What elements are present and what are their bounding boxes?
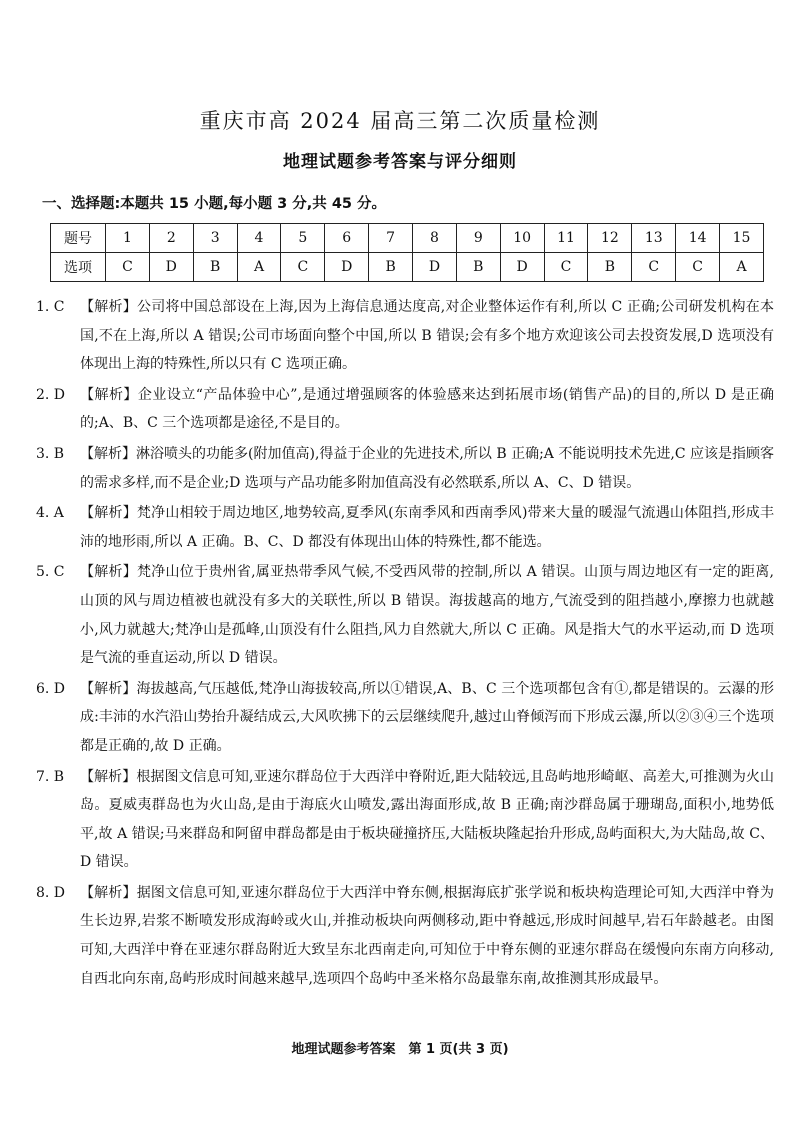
explanation-list (36, 293, 774, 995)
question-number-row (51, 224, 764, 253)
question-number: 11 (544, 224, 588, 253)
page-title: 重庆市高 2024 届高三第二次质量检测 (199, 109, 601, 133)
row-label-answer: 选项 (51, 253, 106, 282)
explanation-item (36, 675, 774, 761)
answer-cell: D (500, 253, 544, 282)
answer-row (51, 253, 764, 282)
answer-cell: C (676, 253, 720, 282)
answer-cell: D (149, 253, 193, 282)
answer-cell: B (456, 253, 500, 282)
question-number: 3 (193, 224, 237, 253)
explanation-text: 【解析】据图文信息可知,亚速尔群岛位于大西洋中脊东侧,根据海底扩张学说和板块构造理论可知,大西洋中脊为生长边界,岩浆不断喷发形成海岭或火山,并推动板块向两侧移动,距中脊越远,形成时间越早,岩石年龄越老。由图可知,大西洋中脊在亚速尔群岛附近大致呈东北西南走向,可知位于中脊东侧的亚速尔群岛在缓慢向东南方向移动,自西北向东南,岛屿形成时间越来越早,选项四个岛屿中圣米格尔岛最靠东南,故推测其形成最早。 (80, 884, 774, 987)
question-number: 13 (632, 224, 676, 253)
answer-cell: A (237, 253, 281, 282)
explanation-text: 【解析】海拔越高,气压越低,梵净山海拔较高,所以①错误,A、B、C 三个选项都包含有①,都是错误的。云瀑的形成:丰沛的水汽沿山势抬升凝结成云,大风吹拂下的云层继续爬升,越过山脊倾泻而下形成云瀑,所以②③④三个选项都是正确的,故 D 正确。 (80, 680, 774, 754)
explanation-text: 【解析】淋浴喷头的功能多(附加值高),得益于企业的先进技术,所以 B 正确;A 不能说明技术先进,C 应该是指顾客的需求多样,而不是企业;D 选项与产品功能多附加值高没有必然联系,所以 A、C、D 错误。 (80, 445, 774, 491)
question-number: 4 (237, 224, 281, 253)
explanation-item (36, 440, 774, 497)
row-label-number: 题号 (51, 224, 106, 253)
question-number: 6 (325, 224, 369, 253)
question-number: 7 (369, 224, 413, 253)
answer-cell: C (281, 253, 325, 282)
explanation-text: 【解析】根据图文信息可知,亚速尔群岛位于大西洋中脊附近,距大陆较远,且岛屿地形崎岖、高差大,可推测为火山岛。夏威夷群岛也为火山岛,是由于海底火山喷发,露出海面形成,故 B 正确;南沙群岛属于珊瑚岛,面积小,地势低平,故 A 错误;马来群岛和阿留申群岛都是由于板块碰撞挤压,大陆板块隆起抬升形成,岛屿面积大,为大陆岛,故 C、D 错误。 (80, 768, 774, 871)
answer-cell: C (544, 253, 588, 282)
question-number: 2 (149, 224, 193, 253)
explanation-number: 8. D (36, 884, 66, 901)
explanation-text: 【解析】公司将中国总部设在上海,因为上海信息通达度高,对企业整体运作有利,所以 C 正确;公司研发机构在本国,不在上海,所以 A 错误;公司市场面向整个中国,所以 B 错误;会有多个地方欢迎该公司去投资发展,D 选项没有体现出上海的特殊性,所以只有 C 选项正确。 (80, 299, 774, 373)
answer-cell: B (369, 253, 413, 282)
explanation-number: 6. D (36, 680, 66, 697)
answer-table (50, 223, 764, 282)
explanation-text: 【解析】企业设立“产品体验中心”,是通过增强顾客的体验感来达到拓展市场(销售产品)的目的,所以 D 是正确的;A、B、C 三个选项都是途径,不是目的。 (80, 386, 774, 432)
question-number: 8 (413, 224, 457, 253)
explanation-item (36, 558, 774, 672)
page-footer: 地理试题参考答案 第 1 页(共 3 页) (291, 1042, 509, 1057)
page-subtitle: 地理试题参考答案与评分细则 (283, 152, 517, 172)
explanation-number: 3. B (36, 445, 65, 462)
explanation-item (36, 879, 774, 993)
explanation-text: 【解析】梵净山位于贵州省,属亚热带季风气候,不受西风带的控制,所以 A 错误。山顶与周边地区有一定的距离,山顶的风与周边植被也就没有多大的关联性,所以 B 错误。海拔越高的地方,气流受到的阻挡越小,摩擦力也就越小,风力就越大;梵净山是孤峰,山顶没有什么阻挡,风力自然就大,所以 C 正确。风是指大气的水平运动,而 D 选项是气流的垂直运动,所以 D 错误。 (80, 564, 774, 667)
explanation-text: 【解析】梵净山相较于周边地区,地势较高,夏季风(东南季风和西南季风)带来大量的暖湿气流遇山体阻挡,形成丰沛的地形雨,所以 A 正确。B、C、D 都没有体现出山体的特殊性,都不能选。 (80, 505, 774, 550)
question-number: 14 (676, 224, 720, 253)
explanation-item (36, 381, 774, 438)
question-number: 9 (456, 224, 500, 253)
answer-cell: D (325, 253, 369, 282)
answer-cell: A (720, 253, 764, 282)
answer-cell: C (632, 253, 676, 282)
section-heading: 一、选择题:本题共 15 小题,每小题 3 分,共 45 分。 (42, 196, 387, 212)
answer-cell: B (193, 253, 237, 282)
question-number: 12 (588, 224, 632, 253)
explanation-item (36, 293, 774, 379)
answer-cell: B (588, 253, 632, 282)
question-number: 5 (281, 224, 325, 253)
answer-cell: C (106, 253, 150, 282)
answer-cell: D (413, 253, 457, 282)
question-number: 10 (500, 224, 544, 253)
explanation-number: 7. B (36, 768, 65, 785)
explanation-number: 1. C (36, 299, 65, 315)
question-number: 15 (720, 224, 764, 253)
explanation-number: 2. D (36, 386, 66, 403)
explanation-item (36, 763, 774, 877)
question-number: 1 (106, 224, 150, 253)
explanation-number: 5. C (36, 564, 65, 581)
explanation-number: 4. A (36, 505, 64, 522)
explanation-item (36, 499, 774, 556)
